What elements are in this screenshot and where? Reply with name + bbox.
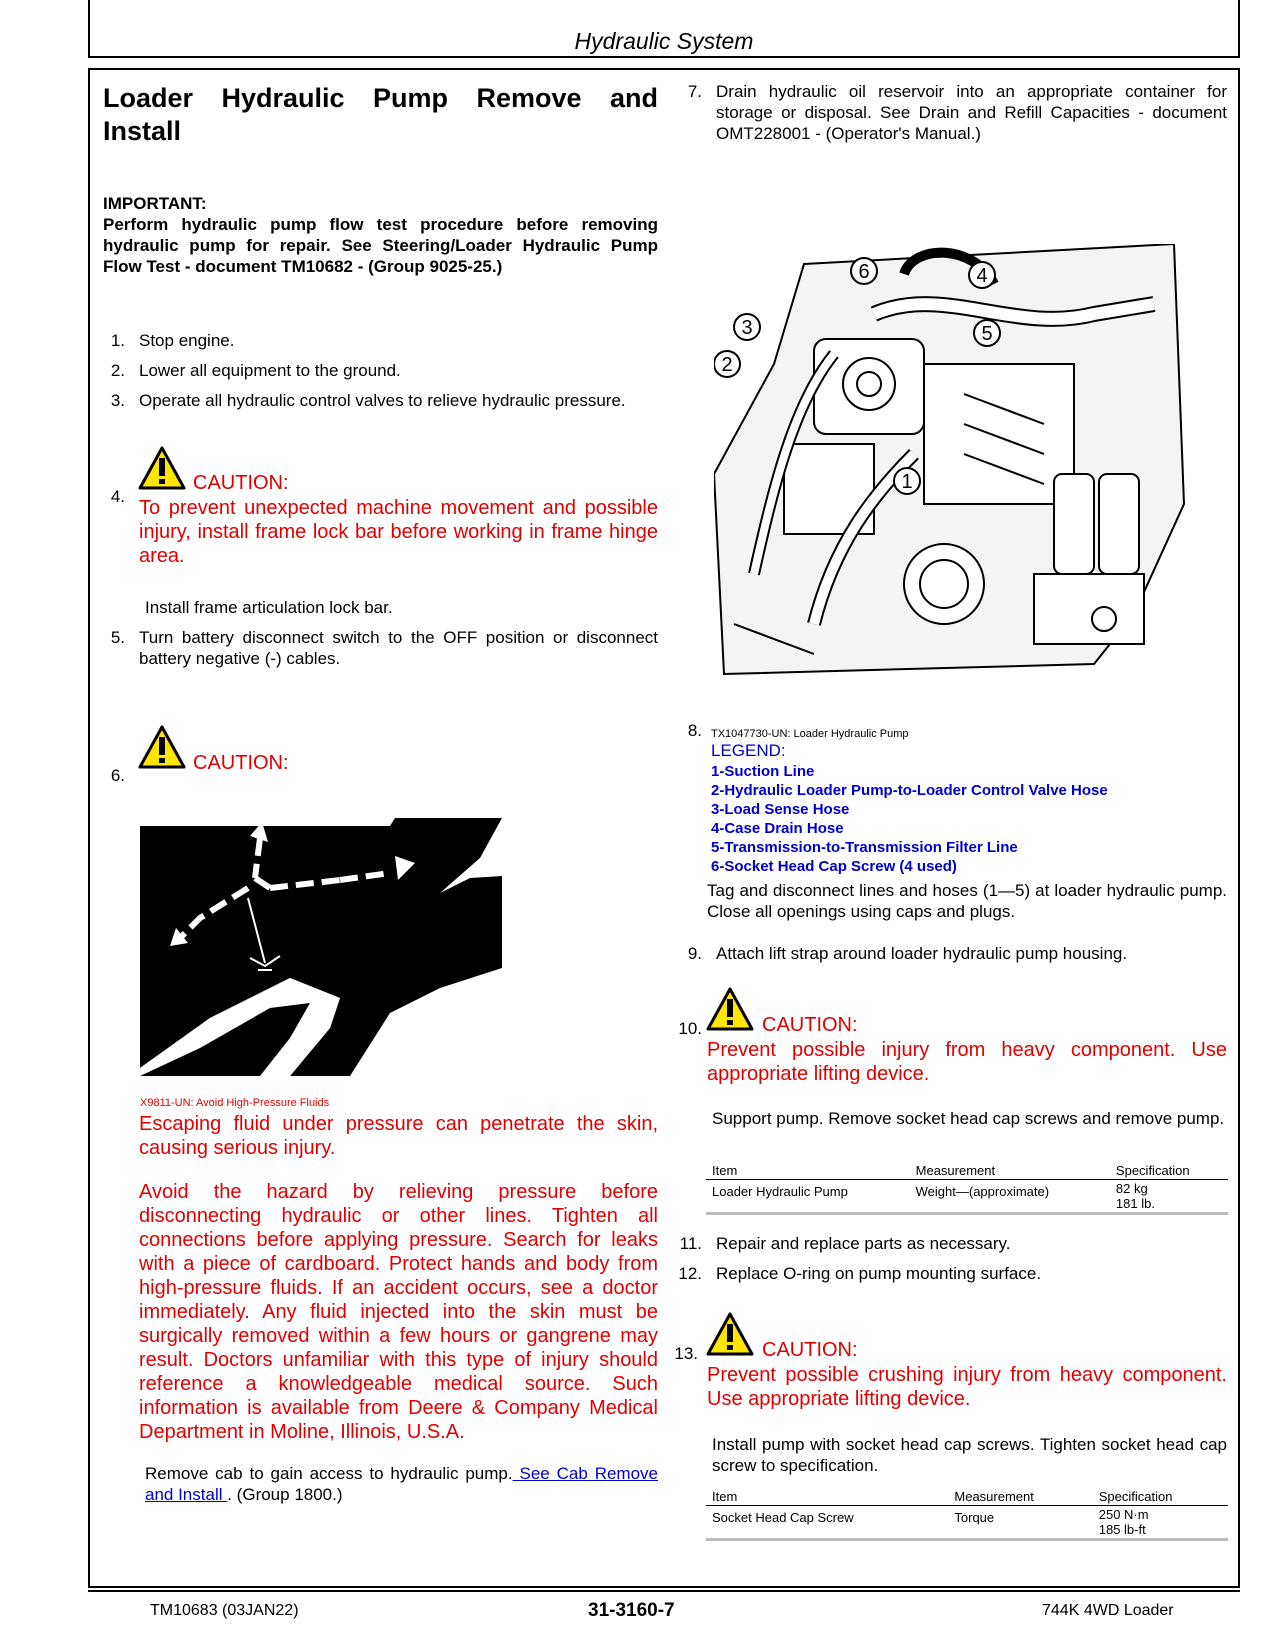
step-9-number: 9. [687, 944, 702, 963]
footer-rule [88, 1590, 1240, 1592]
legend-item: 4-Case Drain Hose [711, 820, 844, 837]
title-line-1: Loader Hydraulic Pump Remove and [103, 83, 658, 113]
table-header: Measurement [915, 1163, 996, 1178]
step-7-text: Drain hydraulic oil reservoir into an appropriate container for storage or disposal. See Drain and Refill Capacities - document OMT228001 - (Operator's Manual.) [716, 82, 1227, 143]
loader-hydraulic-pump-illustration [714, 244, 1194, 684]
step-8-text: Tag and disconnect lines and hoses (1—5) at loader hydraulic pump. Close all openings using caps and plugs. [707, 881, 1227, 921]
step-9-text: Attach lift strap around loader hydraulic pump housing. [716, 944, 1128, 963]
footer-document-id: TM10683 (03JAN22) [150, 1602, 299, 1619]
table-header: Item [712, 1489, 738, 1504]
step-1-number: 1. [110, 331, 125, 350]
title-line-2: Install [103, 116, 182, 146]
footer-page-number: 31-3160-7 [588, 1600, 675, 1621]
torque-spec-table [706, 1488, 1228, 1541]
important-label: IMPORTANT: [103, 194, 207, 213]
callout-5: 5 [981, 323, 993, 345]
step-11-number: 11. [679, 1234, 702, 1253]
see-cab-remove-link[interactable]: See Cab Remove and Install [145, 1464, 659, 1504]
step-1-text: Stop engine. [139, 331, 235, 350]
step-11-text: Repair and replace parts as necessary. [716, 1234, 1011, 1253]
table-cell: Loader Hydraulic Pump [712, 1184, 848, 1199]
caution-label: CAUTION: [762, 1339, 858, 1361]
caution-label: CAUTION: [193, 472, 289, 494]
step-12-text: Replace O-ring on pump mounting surface. [716, 1264, 1042, 1283]
step-8-number: 8. [687, 721, 702, 740]
callout-1: 1 [901, 471, 913, 493]
table-cell: Socket Head Cap Screw [712, 1510, 854, 1525]
table-header: Measurement [954, 1489, 1034, 1504]
important-note [103, 193, 658, 277]
legend-item: 5-Transmission-to-Transmission Filter Line [711, 839, 1018, 856]
step-6-text: Remove cab to gain access to hydraulic pump. See Cab Remove and Install . (Group 1800.) [145, 1464, 659, 1504]
step-6-warning-1: Escaping fluid under pressure can penetrate the skin, causing serious injury. [139, 1113, 658, 1159]
warning-triangle-icon [138, 446, 186, 490]
table-header: Item [712, 1163, 738, 1178]
step-13-number: 13. [674, 1344, 698, 1363]
callout-2: 2 [721, 354, 733, 376]
step-13-warning: Prevent possible crushing injury from heavy component. Use appropriate lifting device. [707, 1364, 1227, 1410]
step-13-text: Install pump with socket head cap screws. Tighten socket head cap screw to specification. [712, 1435, 1227, 1475]
step-2-text: Lower all equipment to the ground. [139, 361, 401, 380]
table-cell: 82 kg 181 lb. [1115, 1181, 1155, 1211]
table-cell: Weight—(approximate) [915, 1184, 1050, 1199]
callout-6: 6 [858, 261, 870, 283]
caution-label: CAUTION: [193, 752, 289, 774]
high-pressure-fluid-illustration [140, 818, 502, 1076]
weight-spec-table [706, 1162, 1228, 1215]
warning-triangle-icon [138, 725, 186, 769]
legend-item: 3-Load Sense Hose [711, 801, 850, 818]
step-4-number: 4. [110, 487, 125, 506]
caution-label: CAUTION: [762, 1014, 858, 1036]
step-3-number: 3. [110, 391, 125, 410]
warning-triangle-icon [706, 987, 754, 1031]
step-10-text: Support pump. Remove socket head cap screws and remove pump. [712, 1109, 1225, 1128]
table-header: Specification [1115, 1163, 1190, 1178]
header-title: Hydraulic System [574, 28, 754, 54]
page-title [103, 82, 658, 148]
callout-3: 3 [741, 317, 753, 339]
step-6-warning-2: Avoid the hazard by relieving pressure before disconnecting hydraulic or other lines. Tighten all connections before applying pressure. Search for leaks with a piece of cardboard. Protect hands and body from high-pressure fluids. If an accident occurs, see a doctor immediately. Any fluid injected into the skin must be surgically removed within a few hours or gangrene may result. Doctors unfamiliar with this type of injury should reference a knowledgeable medical source. Such information is available from Deere & Company Medical Department in Moline, Illinois, U.S.A. [139, 1181, 658, 1443]
image-caption: X9811-UN: Avoid High-Pressure Fluids [140, 1097, 330, 1109]
step-5-number: 5. [110, 628, 125, 647]
table-cell: Torque [954, 1510, 995, 1525]
step-10-warning: Prevent possible injury from heavy component. Use appropriate lifting device. [707, 1039, 1227, 1085]
step-3-text: Operate all hydraulic control valves to relieve hydraulic pressure. [139, 391, 626, 410]
legend-item: 2-Hydraulic Loader Pump-to-Loader Control Valve Hose [711, 782, 1108, 799]
step-7-number: 7. [687, 82, 702, 101]
legend-list [711, 762, 1108, 876]
legend-title: LEGEND: [711, 741, 786, 760]
step-6-number: 6. [110, 766, 125, 785]
legend-item: 6-Socket Head Cap Screw (4 used) [711, 858, 957, 875]
important-text: Perform hydraulic pump flow test procedure before removing hydraulic pump for repair. See Steering/Loader Hydraulic Pump Flow Test - document TM10682 - (Group 9025-25.) [103, 215, 658, 276]
step-4-text: Install frame articulation lock bar. [145, 598, 393, 617]
step-12-number: 12. [678, 1264, 702, 1283]
step-4-warning: To prevent unexpected machine movement and possible injury, install frame lock bar before working in frame hinge area. [139, 497, 658, 567]
step-2-number: 2. [110, 361, 125, 380]
footer-machine-model: 744K 4WD Loader [1042, 1602, 1174, 1619]
legend-item: 1-Suction Line [711, 763, 815, 780]
table-cell: 250 N·m 185 lb-ft [1098, 1507, 1149, 1537]
callout-4: 4 [976, 265, 988, 287]
step-5-text: Turn battery disconnect switch to the OFF position or disconnect battery negative (-) cables. [139, 628, 658, 668]
warning-triangle-icon [706, 1312, 754, 1356]
table-header: Specification [1098, 1489, 1173, 1504]
step-10-number: 10. [678, 1019, 702, 1038]
image-caption: TX1047730-UN: Loader Hydraulic Pump [711, 728, 909, 740]
